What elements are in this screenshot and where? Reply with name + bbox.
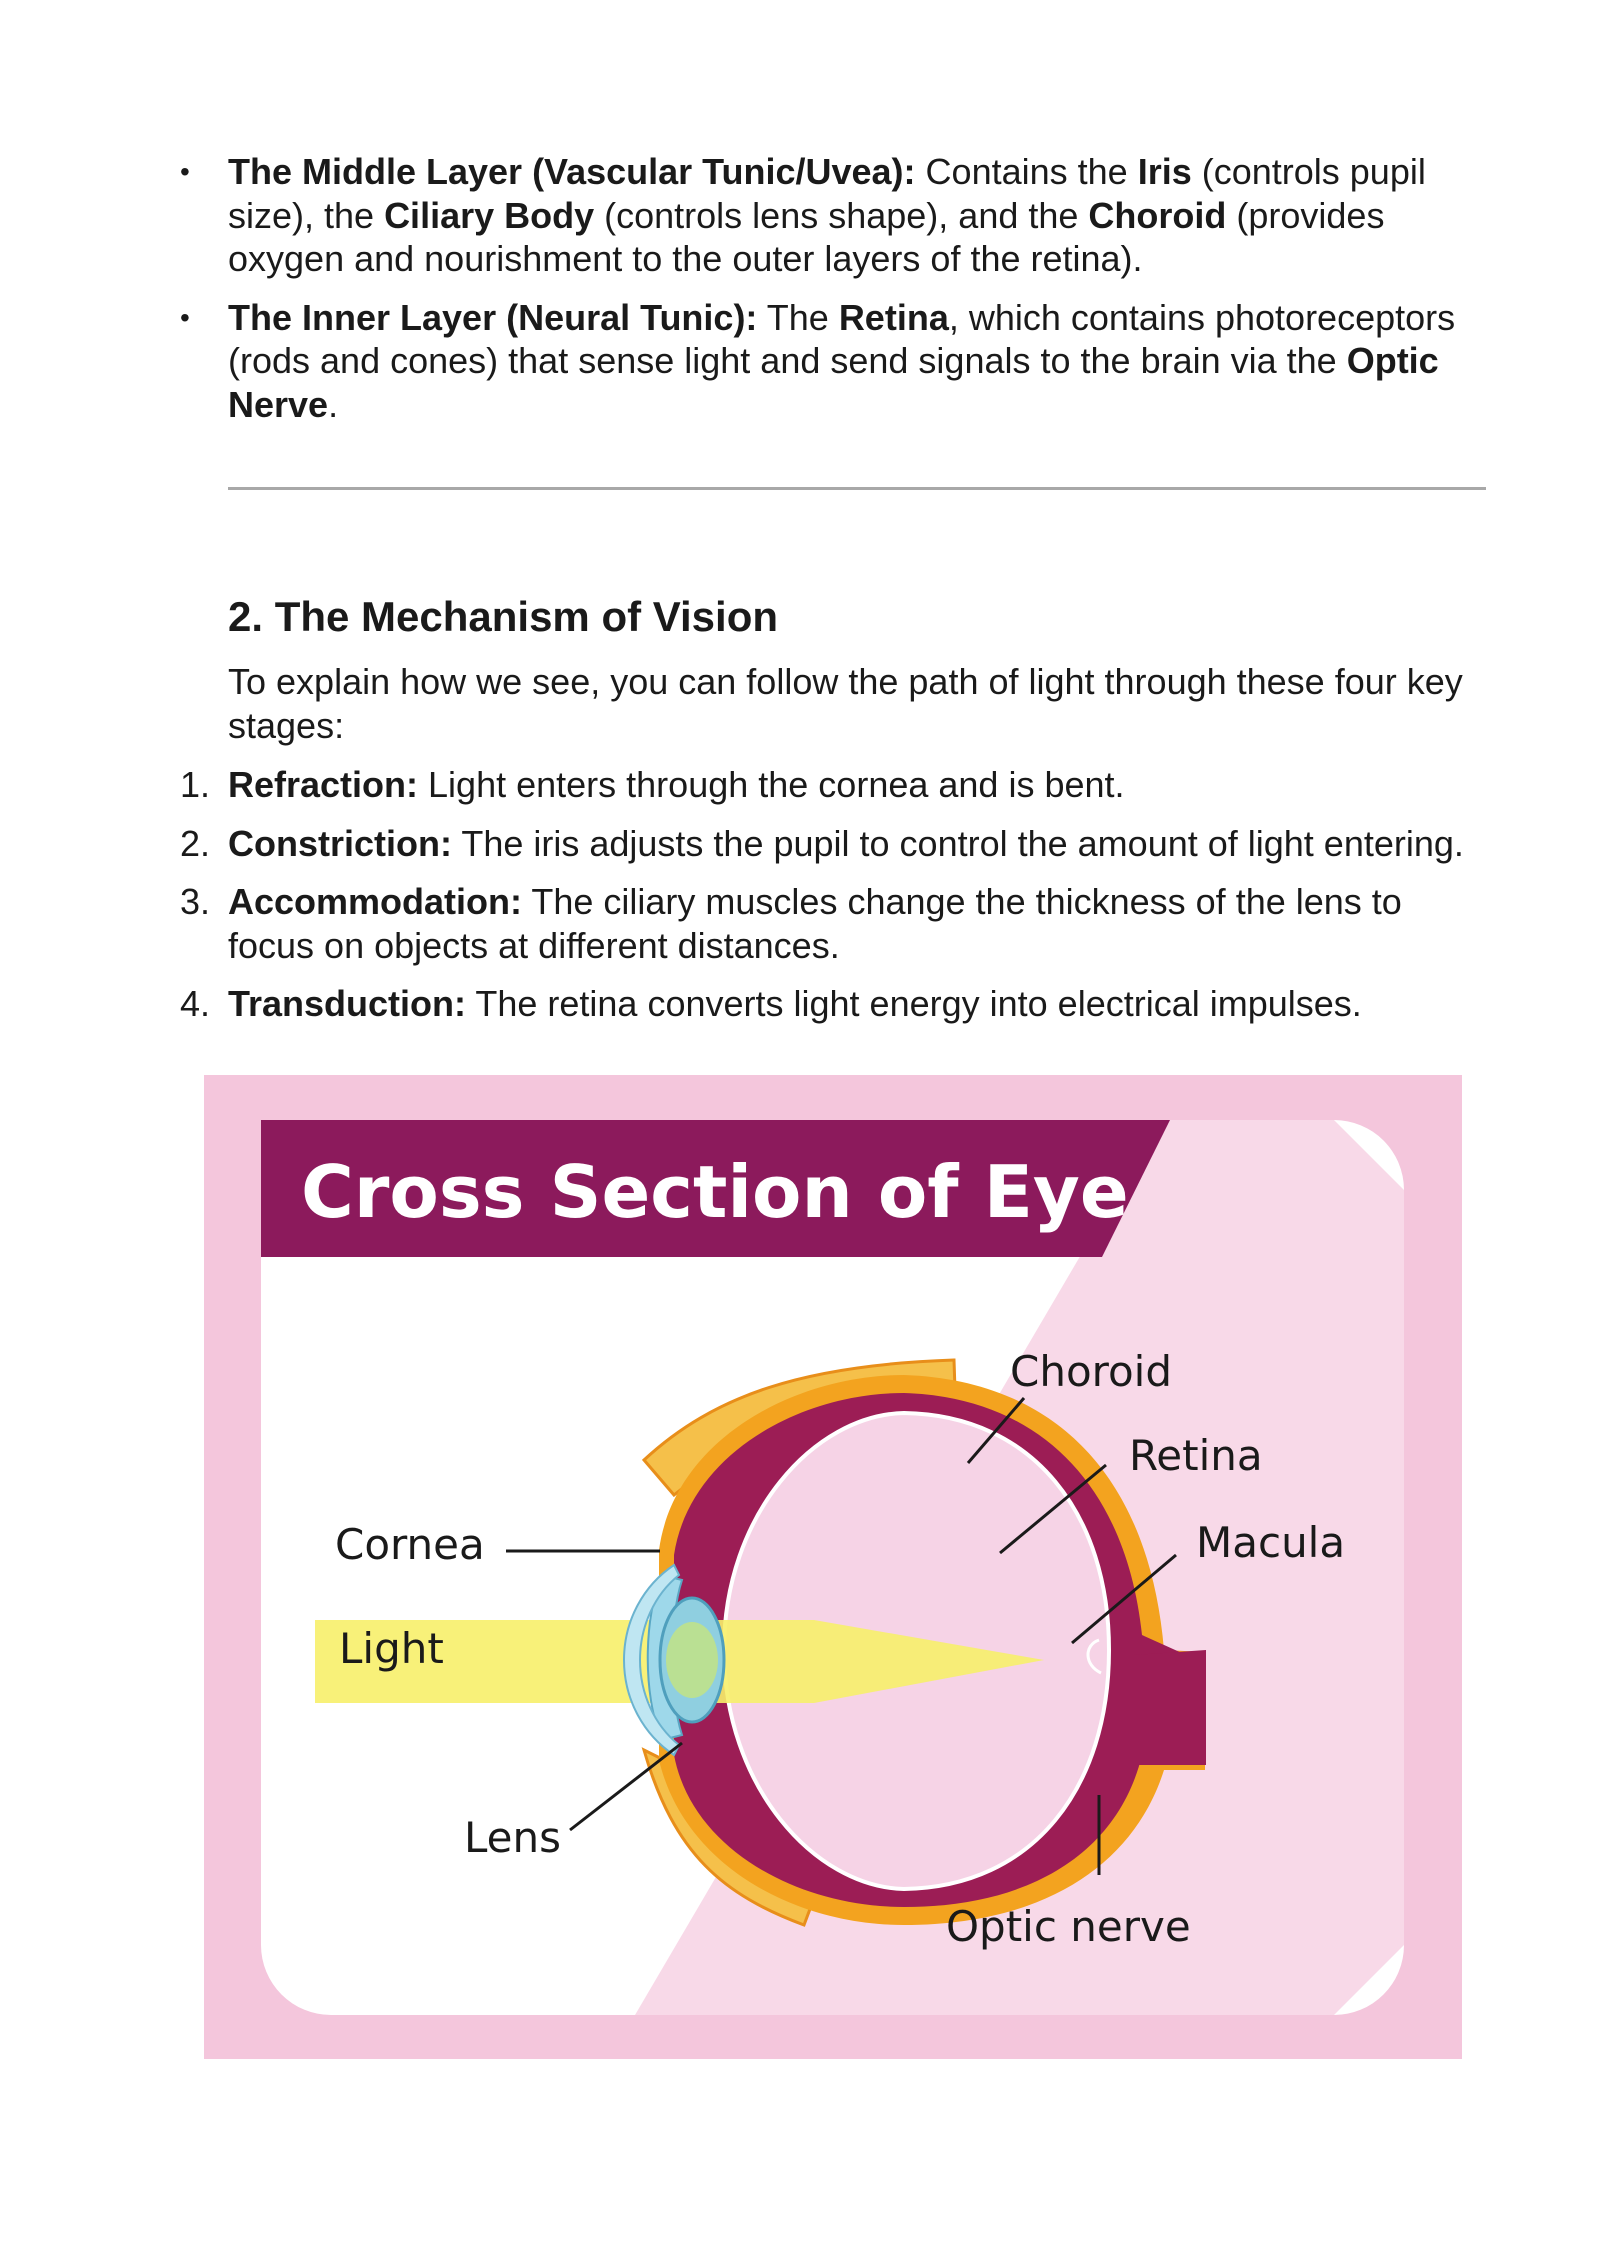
stage-item	[180, 880, 1496, 967]
stage-term: Transduction:	[228, 983, 467, 1024]
body-text: (provides oxygen and nourishment to the outer layers of the retina).	[228, 194, 1385, 279]
label-optic-nerve: Optic nerve	[946, 1902, 1191, 1951]
body-text: , which contains photoreceptors (rods and cones) that sense light and send signals to the brain via the	[228, 296, 1456, 381]
body-text: (controls pupil size), the	[228, 151, 1426, 236]
body-text: .	[328, 383, 339, 425]
bullet-list	[0, 150, 1600, 441]
label-cornea: Cornea	[335, 1520, 485, 1569]
stage-item	[180, 822, 1496, 866]
stages-list	[0, 763, 1600, 1041]
label-choroid: Choroid	[1010, 1347, 1173, 1396]
stage-term: Constriction:	[228, 822, 452, 864]
stage-number: 4.	[180, 983, 211, 1024]
body-text: Contains the	[915, 151, 1138, 192]
section-intro: To explain how we see, you can follow the path of light through these four key stages:	[228, 661, 1463, 746]
bold-term: Optic Nerve	[228, 340, 1439, 425]
stage-description: The ciliary muscles change the thickness of the lens to focus on objects at different distances.	[228, 881, 1402, 966]
stage-term: Accommodation:	[228, 881, 523, 922]
lens-light-overlay	[666, 1622, 718, 1698]
bullet-marker: •	[180, 156, 190, 187]
bold-term: Retina	[838, 296, 949, 338]
eye-cross-section-diagram	[204, 1075, 1462, 2059]
list-item	[180, 296, 1496, 427]
bullet-marker: •	[180, 301, 190, 333]
bold-term: Iris	[1137, 151, 1192, 192]
bold-term: The Inner Layer (Neural Tunic):	[228, 296, 758, 338]
diagram-title: Cross Section of Eye	[301, 1150, 1129, 1234]
stage-number: 2.	[180, 822, 211, 864]
stage-number: 3.	[180, 881, 211, 922]
label-macula: Macula	[1196, 1518, 1346, 1567]
label-light: Light	[339, 1624, 444, 1673]
stage-description: The iris adjusts the pupil to control the amount of light entering.	[451, 822, 1464, 864]
stage-description: The retina converts light energy into electrical impulses.	[466, 983, 1362, 1024]
stage-description: Light enters through the cornea and is bent.	[418, 764, 1125, 805]
optic-nerve	[1134, 1650, 1206, 1765]
body-text: The	[757, 296, 839, 338]
body-text: (controls lens shape), and the	[594, 194, 1089, 236]
list-item	[180, 150, 1496, 281]
horizontal-divider	[228, 487, 1486, 490]
stage-term: Refraction:	[228, 764, 419, 805]
bold-term: Ciliary Body	[384, 194, 595, 236]
stage-item	[180, 982, 1496, 1026]
bold-term: The Middle Layer (Vascular Tunic/Uvea):	[228, 151, 916, 192]
section-heading: 2. The Mechanism of Vision	[228, 593, 779, 640]
bold-term: Choroid	[1088, 194, 1227, 236]
label-retina: Retina	[1129, 1431, 1263, 1480]
stage-item	[180, 763, 1496, 807]
stage-number: 1.	[180, 764, 211, 805]
label-lens: Lens	[464, 1813, 562, 1862]
